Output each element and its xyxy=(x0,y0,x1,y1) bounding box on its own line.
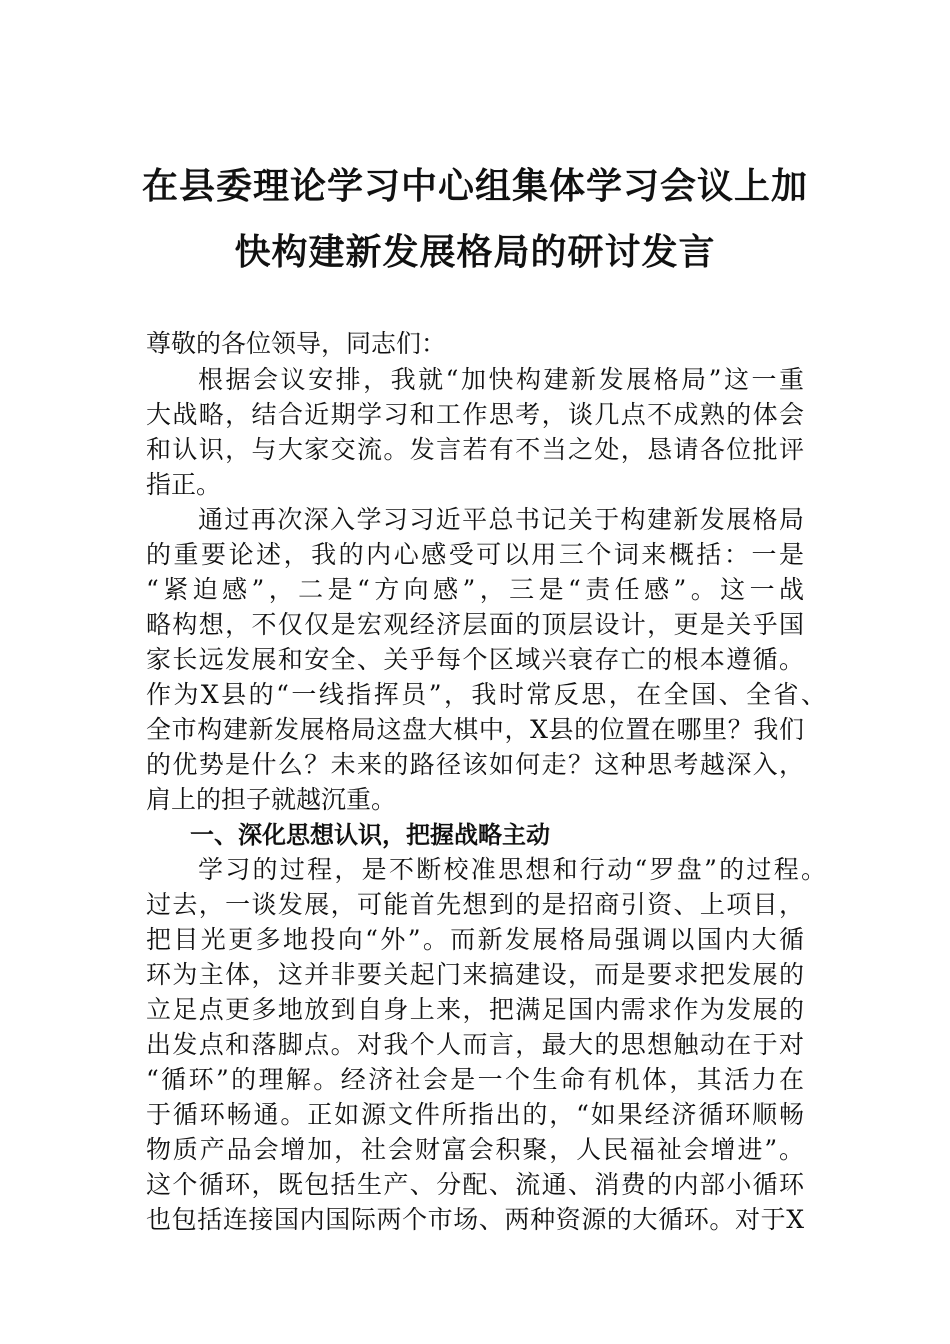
paragraph-3-line: 学习的过程，是不断校准思想和行动“罗盘”的过程。 xyxy=(198,855,826,884)
paragraph-3-line: 物质产品会增加，社会财富会积聚，人民福祉会增进”。 xyxy=(146,1135,804,1164)
paragraph-1-line: 大战略，结合近期学习和工作思考，谈几点不成熟的体会 xyxy=(146,400,804,429)
paragraph-3-line: 把目光更多地投向“外”。而新发展格局强调以国内大循 xyxy=(146,925,804,954)
paragraph-2-line: 的重要论述，我的内心感受可以用三个词来概括：一是 xyxy=(146,540,804,569)
paragraph-2-line: 全市构建新发展格局这盘大棋中，X县的位置在哪里？我们 xyxy=(146,715,804,744)
paragraph-2-line: 略构想，不仅仅是宏观经济层面的顶层设计，更是关乎国 xyxy=(146,610,804,639)
section-heading-1: 一、深化思想认识，把握战略主动 xyxy=(190,821,550,849)
paragraph-1-line: 根据会议安排，我就“加快构建新发展格局”这一重 xyxy=(198,365,804,394)
paragraph-2-line: 通过再次深入学习习近平总书记关于构建新发展格局 xyxy=(198,505,804,534)
paragraph-2-line: “紧迫感”，二是“方向感”，三是“责任感”。这一战 xyxy=(146,575,804,604)
paragraph-3-line: 也包括连接国内国际两个市场、两种资源的大循环。对于X xyxy=(146,1205,804,1234)
paragraph-3-line: 立足点更多地放到自身上来，把满足国内需求作为发展的 xyxy=(146,995,804,1024)
paragraph-2-line: 肩上的担子就越沉重。 xyxy=(146,785,397,814)
document-title-line-2: 快构建新发展格局的研讨发言 xyxy=(234,231,716,273)
paragraph-3-line: 于循环畅通。正如源文件所指出的，“如果经济循环顺畅 xyxy=(146,1100,804,1129)
paragraph-3-line: 过去，一谈发展，可能首先想到的是招商引资、上项目， xyxy=(146,890,804,919)
paragraph-2-line: 家长远发展和安全、关乎每个区域兴衰存亡的根本遵循。 xyxy=(146,645,804,674)
paragraph-3-line: 出发点和落脚点。对我个人而言，最大的思想触动在于对 xyxy=(146,1030,804,1059)
paragraph-3-line: 环为主体，这并非要关起门来搞建设，而是要求把发展的 xyxy=(146,960,804,989)
paragraph-1-line: 和认识，与大家交流。发言若有不当之处，恳请各位批评 xyxy=(146,435,804,464)
paragraph-3-line: 这个循环，既包括生产、分配、流通、消费的内部小循环 xyxy=(146,1170,804,1199)
paragraph-2-line: 的优势是什么？未来的路径该如何走？这种思考越深入， xyxy=(146,750,804,779)
salutation: 尊敬的各位领导，同志们： xyxy=(146,329,447,358)
paragraph-2-line: 作为X县的“一线指挥员”，我时常反思，在全国、全省、 xyxy=(146,680,826,709)
paragraph-1-line: 指正。 xyxy=(146,470,222,499)
paragraph-3-line: “循环”的理解。经济社会是一个生命有机体，其活力在 xyxy=(146,1065,804,1094)
document-title-line-1: 在县委理论学习中心组集体学习会议上加 xyxy=(141,165,808,207)
